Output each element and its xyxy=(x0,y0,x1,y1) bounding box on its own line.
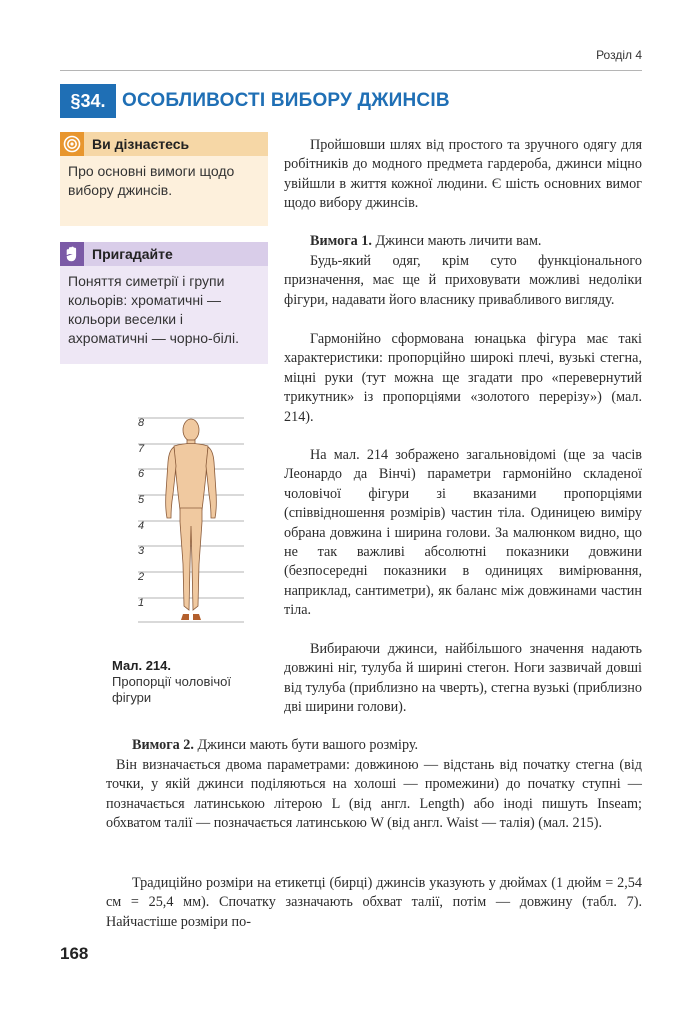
learn-box-text: Про основні вимоги щодо вибору джинсів. xyxy=(60,156,268,226)
recall-box-text: Поняття симетрії і групи кольорів: хроматичні — кольори веселки і ахроматичні — чорно-білі. xyxy=(60,266,268,364)
learn-box-header xyxy=(60,132,268,156)
section-title xyxy=(60,84,642,118)
scale-label: 3 xyxy=(138,545,145,557)
requirement-text: Джинси мають бути вашого розміру. xyxy=(193,737,419,753)
learn-box-title: Ви дізнаєтесь xyxy=(92,136,190,152)
recall-box-title: Пригадайте xyxy=(92,246,173,262)
section-number: §34. xyxy=(60,84,116,118)
paragraph: Вибираючи джинси, найбільшого значення надають довжині ніг, тулуба й ширині стегон. Ноги зазвичай довші від тулуба (приблизно на чверть), стегна вузькі (приблизно дві ширини голови). xyxy=(284,641,642,716)
paragraph: Будь-який одяг, крім суто функціонального призначення, має ще й приховувати можливі недоліки фігури, надавати його власнику привабливого вигляду. xyxy=(284,253,642,308)
paragraph: Він визначається двома параметрами: довжиною — відстань від початку стегна (від точки, у якій джинси поділяються на холоші — промежини) до початку ступні — позначається латинською літерою L (від англ. Length) або іноді пишуть Inseam; обхватом талії — позначається латинською W (від англ. Waist — талія) (мал. 215). xyxy=(106,757,642,832)
target-icon xyxy=(60,132,84,156)
header-divider xyxy=(60,70,642,71)
recall-box-header xyxy=(60,242,268,266)
page-number: 168 xyxy=(60,944,89,963)
recall-box xyxy=(60,242,268,364)
scale-label: 2 xyxy=(138,571,145,583)
figure-caption-title: Мал. 214. xyxy=(112,658,172,673)
paragraph-requirement-1 xyxy=(284,232,642,251)
paragraph-requirement-2 xyxy=(106,736,642,755)
figure-caption-text: Пропорції чоловічої фігури xyxy=(112,674,231,705)
figure-caption xyxy=(112,658,252,706)
scale-label: 5 xyxy=(138,494,145,506)
learn-box xyxy=(60,132,268,226)
figure-human-proportions xyxy=(136,414,248,624)
scale-label: 6 xyxy=(138,468,145,480)
paragraph: Традиційно розміри на етикетці (бирці) джинсів указують у дюймах (1 дюйм = 2,54 см = 25,4 мм). Спочатку зазначають обхват талії, потім — довжину (табл. 7). Найчастіше розміри по- xyxy=(106,875,642,930)
page-title: ОСОБЛИВОСТІ ВИБОРУ ДЖИНСІВ xyxy=(122,90,450,111)
scale-label: 1 xyxy=(138,597,145,609)
scale-label: 7 xyxy=(138,443,145,455)
requirement-label: Вимога 1. xyxy=(310,233,372,249)
requirement-text: Джинси мають личити вам. xyxy=(371,233,542,249)
section-label: Розділ 4 xyxy=(596,48,642,62)
human-figure-illustration xyxy=(136,414,248,624)
paragraph: На мал. 214 зображено загальновідомі (ще за часів Леонардо да Вінчі) параметри гармонійно складеної чоловічої фігури зі вказаними пропорціями (співвідношення розмірів) частин тіла. Одиницею виміру обрана довжина і ширина голови. За малюнком видно, що не так важливі абсолютні показники довжини (безпосередні показники в одиницях вимірювання, наприклад, сантиметри), як баланс між довжинами частин тіла. xyxy=(284,447,642,619)
paragraph: Гармонійно сформована юнацька фігура має такі характеристики: пропорційно широкі плечі, вузькі стегна, міцні руки (тут можна ще згадати про «перевернутий трикутник» із пропорціями «золотого перерізу») (мал. 214). xyxy=(284,331,642,425)
paragraph: Пройшовши шлях від простого та зручного одягу для робітників до модного предмета гардероба, джинси міцно увійшли в життя кожної людини. Є шість основних вимог щодо вибору джинсів. xyxy=(284,137,642,212)
scale-label: 8 xyxy=(138,417,145,429)
hand-icon xyxy=(60,242,84,266)
scale-label: 4 xyxy=(138,520,145,532)
requirement-label: Вимога 2. xyxy=(132,737,194,753)
